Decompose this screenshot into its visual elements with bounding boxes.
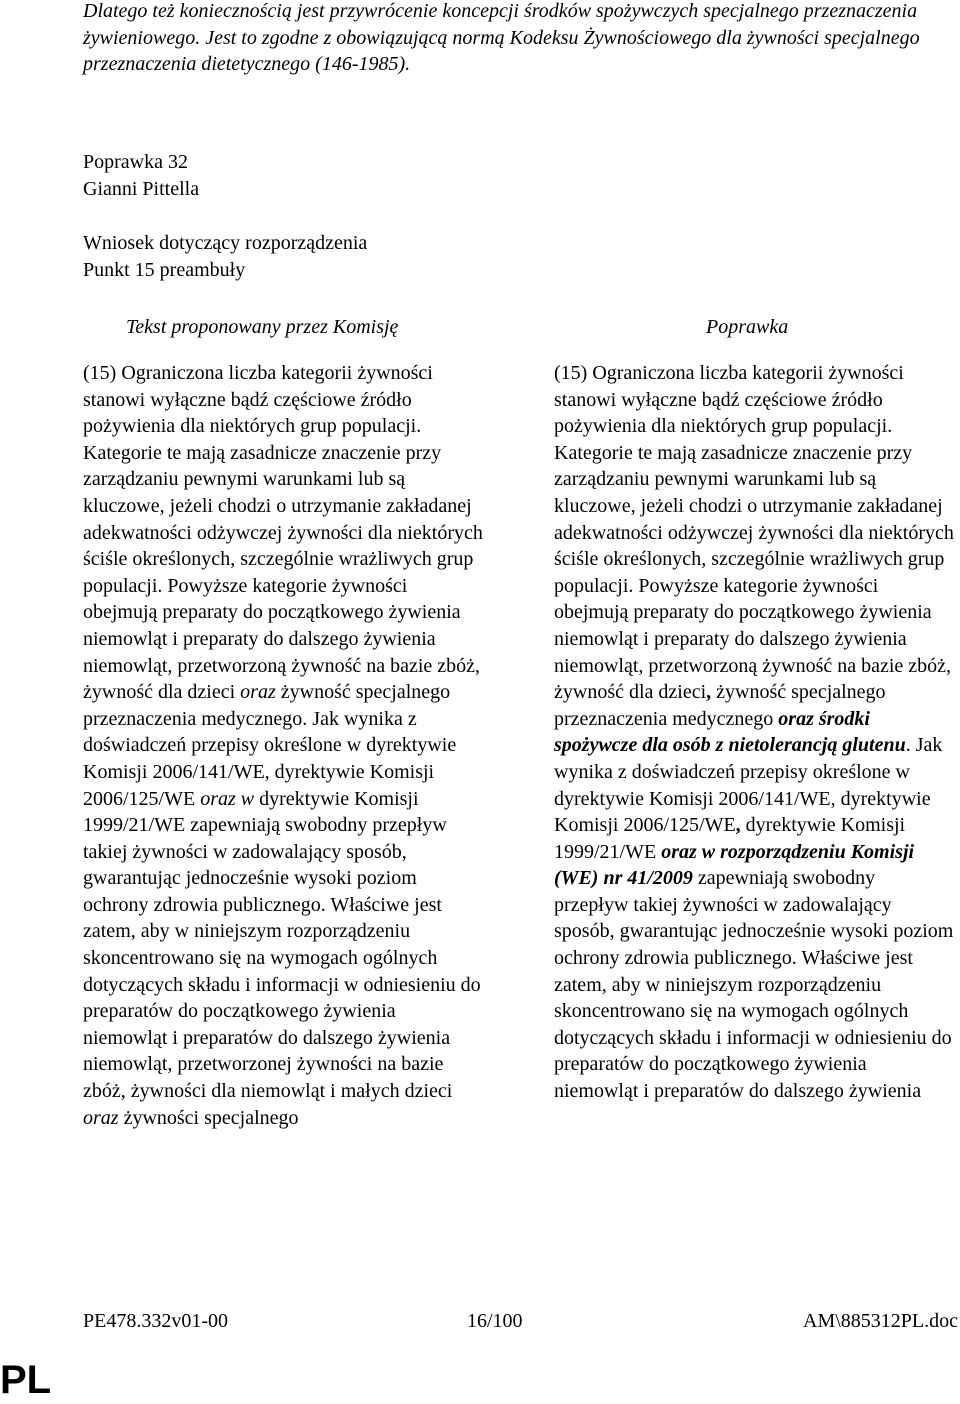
right-column-header: Poprawka — [706, 316, 789, 338]
proposal-title: Wniosek dotyczący rozporządzenia — [83, 232, 368, 254]
left-emphasis-oraz-w: oraz w — [200, 787, 255, 810]
left-column-header: Tekst proponowany przez Komisję — [126, 316, 399, 338]
footer-doc-name: AM\885312PL.doc — [803, 1310, 958, 1332]
right-text-2: żywność specjalnego przeznaczenia medycznego — [554, 681, 886, 730]
right-changed-comma-1: , — [706, 681, 712, 704]
right-added-text-2: oraz w rozporządzeniu Komisji (WE) nr 41/2009 — [554, 840, 915, 890]
left-emphasis-oraz-1: oraz — [240, 681, 276, 704]
amendment-number: Poprawka 32 — [83, 151, 188, 173]
left-emphasis-oraz-2: oraz — [83, 1106, 119, 1129]
right-text-5: zapewniają swobodny przepływ takiej żywności w zadowalający sposób, gwarantując jednocześnie wysoki poziom ochrony zdrowia publicznego. Właściwe jest zatem, aby w niniejszym rozporządzeniu skoncentrowano się na wymogach ogólnych dotyczących składu i informacji w odniesieniu do preparatów do początkowego żywienia niemowląt i preparatów do dalszego żywienia — [554, 867, 954, 1103]
amendment-author: Gianni Pittella — [83, 177, 200, 200]
language-code: PL — [0, 1358, 52, 1402]
proposal-header — [83, 230, 367, 283]
footer-reference: PE478.332v01-00 — [83, 1310, 228, 1332]
right-changed-comma-2: , — [735, 814, 741, 837]
right-text-4: dyrektywie Komisji 1999/21/WE — [554, 814, 906, 863]
commission-text-column — [83, 360, 483, 1131]
left-text-2: żywność specjalnego przeznaczenia medycznego. Jak wynika z doświadczeń przepisy określone w dyrektywie Komisji 2006/141/WE, dyrektywie Komisji 2006/125/WE — [83, 681, 457, 810]
amendment-header — [83, 149, 199, 202]
left-text-1: (15) Ograniczona liczba kategorii żywności stanowi wyłączne bądź częściowe źródło pożywienia dla niektórych grup populacji. Kategorie te mają zasadnicze znaczenie przy zarządzaniu pewnymi warunkami lub są kluczowe, jeżeli chodzi o utrzymanie zakładanej adekwatności odżywczej żywności dla niektórych ściśle określonych, szczególnie wrażliwych grup populacji. Powyższe kategorie żywności obejmują preparaty do początkowego żywienia niemowląt i preparaty do dalszego żywienia niemowląt, przetworzoną żywność na bazie zbóż, żywność dla dzieci — [83, 362, 483, 704]
page-number: 16/100 — [467, 1310, 523, 1332]
left-text-4: żywności specjalnego — [118, 1106, 299, 1129]
left-text-3: dyrektywie Komisji 1999/21/WE zapewniają swobodny przepływ takiej żywności w zadowalający sposób, gwarantując jednocześnie wysoki poziom ochrony zdrowia publicznego. Właściwe jest zatem, aby w niniejszym rozporządzeniu skoncentrowano się na wymogach ogólnych dotyczących składu i informacji w odniesieniu do preparatów do początkowego żywienia niemowląt i preparatów do dalszego żywienia niemowląt, przetworzonej żywności na bazie zbóż, żywności dla niemowląt i małych dzieci — [83, 787, 481, 1103]
amendment-text-column — [554, 360, 954, 1105]
right-added-text-1: oraz środki spożywcze dla osób z nietolerancją glutenu — [554, 707, 906, 757]
right-text-3: . Jak wynika z doświadczeń przepisy określone w dyrektywie Komisji 2006/141/WE, dyrektywie Komisji 2006/125/WE — [554, 734, 943, 837]
right-text-1: (15) Ograniczona liczba kategorii żywności stanowi wyłączne bądź częściowe źródło pożywienia dla niektórych grup populacji. Kategorie te mają zasadnicze znaczenie przy zarządzaniu pewnymi warunkami lub są kluczowe, jeżeli chodzi o utrzymanie zakładanej adekwatności odżywczej żywności dla niektórych ściśle określonych, szczególnie wrażliwych grup populacji. Powyższe kategorie żywności obejmują preparaty do początkowego żywienia niemowląt i preparaty do dalszego żywienia niemowląt, przetworzoną żywność na bazie zbóż, żywność dla dzieci — [554, 362, 954, 704]
recital-reference: Punkt 15 preambuły — [83, 258, 246, 281]
intro-paragraph: Dlatego też koniecznością jest przywrócenie koncepcji środków spożywczych specjalnego przeznaczenia żywieniowego. Jest to zgodne z obowiązującą normą Kodeksu Żywnościowego dla żywności specjalnego przeznaczenia dietetycznego (146-1985). — [83, 0, 920, 75]
